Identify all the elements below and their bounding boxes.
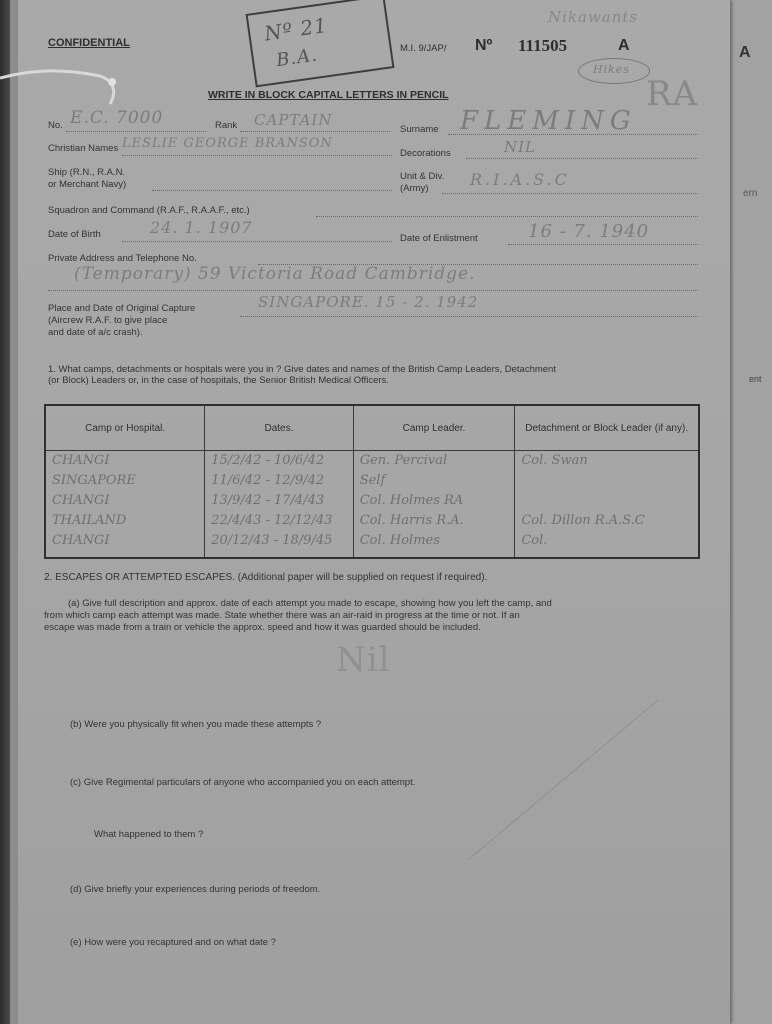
column-header: Dates. (205, 405, 353, 451)
column-header: Camp or Hospital. (45, 405, 205, 451)
question-1-text: 1. What camps, detachments or hospitals were you in ? Give dates and names of the British Camp Leaders, Detachment (48, 364, 556, 375)
confidential-label: CONFIDENTIAL (48, 37, 130, 49)
form-page (18, 0, 730, 1024)
surname-value: FLEMING (460, 106, 637, 136)
table-cell: CHANGI (52, 493, 110, 508)
serial-suffix: A (618, 37, 630, 54)
table-cell: 13/9/42 - 17/4/43 (211, 493, 325, 508)
table-cell: Col. Swan (521, 453, 588, 468)
unit-label: Unit & Div. (400, 171, 445, 182)
question-2b-text: (b) Were you physically fit when you made these attempts ? (70, 719, 322, 730)
underlying-page-letter: A (739, 44, 751, 61)
table-cell: 20/12/43 - 18/9/45 (211, 533, 333, 548)
table-cell: 15/2/42 - 10/6/42 (211, 453, 325, 468)
enlistment-label: Date of Enlistment (400, 233, 478, 244)
table-cell: Gen. Percival (359, 453, 448, 468)
rank-line (240, 131, 390, 132)
dob-line (122, 241, 392, 242)
string-loop (0, 71, 114, 104)
number-sign: Nº (475, 37, 493, 54)
service-no-value: E.C. 7000 (70, 108, 164, 128)
christian-names-value: LESLIE GEORGE BRANSON (122, 136, 333, 151)
dates-column (205, 451, 353, 559)
table-cell: 22/4/43 - 12/12/43 (211, 513, 333, 528)
instruction-heading: WRITE IN BLOCK CAPITAL LETTERS IN PENCIL (208, 89, 449, 101)
decorations-value: NIL (504, 138, 537, 156)
decorations-line (466, 158, 698, 159)
address-line-2 (48, 290, 698, 291)
table-cell: CHANGI (52, 533, 110, 548)
serial-number: 111505 (518, 36, 568, 55)
reference-prefix: M.I. 9/JAP/ (400, 43, 447, 54)
surname-label: Surname (400, 124, 439, 135)
question-2a-text: (a) Give full description and approx. date of each attempt you made to escape, showing how you left the camp, and (68, 598, 552, 609)
detachment-column (515, 451, 699, 559)
unit-line (442, 193, 698, 194)
underlying-page-fragment: ern (743, 188, 758, 199)
column-header: Detachment or Block Leader (if any). (515, 405, 699, 451)
top-handwritten-note: Nikawants (548, 8, 639, 26)
table-cell (515, 471, 698, 491)
unit-value: R.I.A.S.C (470, 170, 570, 189)
question-2d-text: (d) Give briefly your experiences during periods of freedom. (70, 884, 321, 895)
christian-names-line (122, 155, 392, 156)
address-label: Private Address and Telephone No. (48, 253, 197, 264)
question-1-text-2: (or Block) Leaders or, in the case of hospitals, the Senior British Medical Officers. (48, 375, 389, 386)
question-2e-text: (e) How were you recaptured and on what date ? (70, 937, 276, 948)
question-2-title: 2. ESCAPES OR ATTEMPTED ESCAPES. (Additional paper will be supplied on request if required). (44, 572, 488, 583)
underlying-page-right (728, 0, 772, 1024)
corner-initials: RA (646, 74, 699, 114)
rank-label: Rank (215, 120, 238, 131)
question-2a-text-2: from which camp each attempt was made. State whether there was an air-raid in progress at the time or not. If an (44, 610, 520, 621)
camp-column (45, 451, 205, 559)
table-cell: THAILAND (52, 513, 127, 528)
camps-table-body (45, 451, 699, 559)
dob-value: 24. 1. 1907 (150, 218, 253, 237)
leader-column (353, 451, 515, 559)
ship-label-2: or Merchant Navy) (48, 179, 127, 190)
stamp-letters: B.A. (274, 44, 320, 72)
stamp-number: Nº 21 (262, 12, 330, 46)
enlistment-value: 16 - 7. 1940 (528, 221, 650, 242)
table-cell: SINGAPORE (52, 473, 136, 488)
decorations-label: Decorations (400, 148, 451, 159)
question-2a-answer: Nil (336, 640, 391, 680)
dob-label: Date of Birth (48, 229, 101, 240)
question-2a-text-3: escape was made from a train or vehicle the approx. speed and how it was guarded should be included. (44, 622, 481, 633)
squadron-line (316, 216, 698, 217)
surname-line (448, 134, 698, 135)
table-cell: 11/6/42 - 12/9/42 (211, 473, 325, 488)
capture-value: SINGAPORE. 15 - 2. 1942 (258, 293, 479, 311)
binding-string (0, 60, 140, 120)
table-cell: Self (359, 473, 386, 488)
camps-table (44, 404, 700, 559)
table-cell: Col. Dillon R.A.S.C (521, 513, 645, 528)
capture-label-2: (Aircrew R.A.F. to give place (48, 315, 168, 326)
table-cell: Col. Holmes (359, 533, 440, 548)
table-cell: Col. Holmes RA (359, 493, 464, 508)
ship-line (152, 190, 392, 191)
serial-oval-mark (578, 58, 650, 84)
table-cell: Col. (521, 533, 548, 548)
enlistment-line (508, 244, 698, 245)
stamp-box (246, 0, 395, 87)
question-2c-text: (c) Give Regimental particulars of anyone who accompanied you on each attempt. (70, 777, 416, 788)
service-no-line (66, 131, 206, 132)
squadron-label: Squadron and Command (R.A.F., R.A.A.F., etc.) (48, 205, 250, 216)
service-no-label: No. (48, 120, 63, 131)
capture-label-3: and date of a/c crash). (48, 327, 143, 338)
capture-label: Place and Date of Original Capture (48, 303, 196, 314)
column-header: Camp Leader. (353, 405, 515, 451)
table-cell (515, 491, 698, 511)
underlying-page-fragment: ent (749, 374, 762, 384)
question-2c-followup: What happened to them ? (94, 829, 204, 840)
string-knot (108, 78, 116, 86)
rank-value: CAPTAIN (254, 111, 333, 129)
ship-label: Ship (R.N., R.A.N. (48, 167, 126, 178)
camps-table-header (45, 405, 699, 451)
address-value: (Temporary) 59 Victoria Road Cambridge. (74, 264, 476, 284)
table-cell: CHANGI (52, 453, 110, 468)
table-cell: Col. Harris R.A. (359, 513, 464, 528)
capture-line (240, 316, 698, 317)
christian-names-label: Christian Names (48, 143, 119, 154)
diagonal-pencil-line (468, 700, 658, 860)
unit-label-2: (Army) (400, 183, 429, 194)
oval-note: Hikes (593, 63, 630, 76)
